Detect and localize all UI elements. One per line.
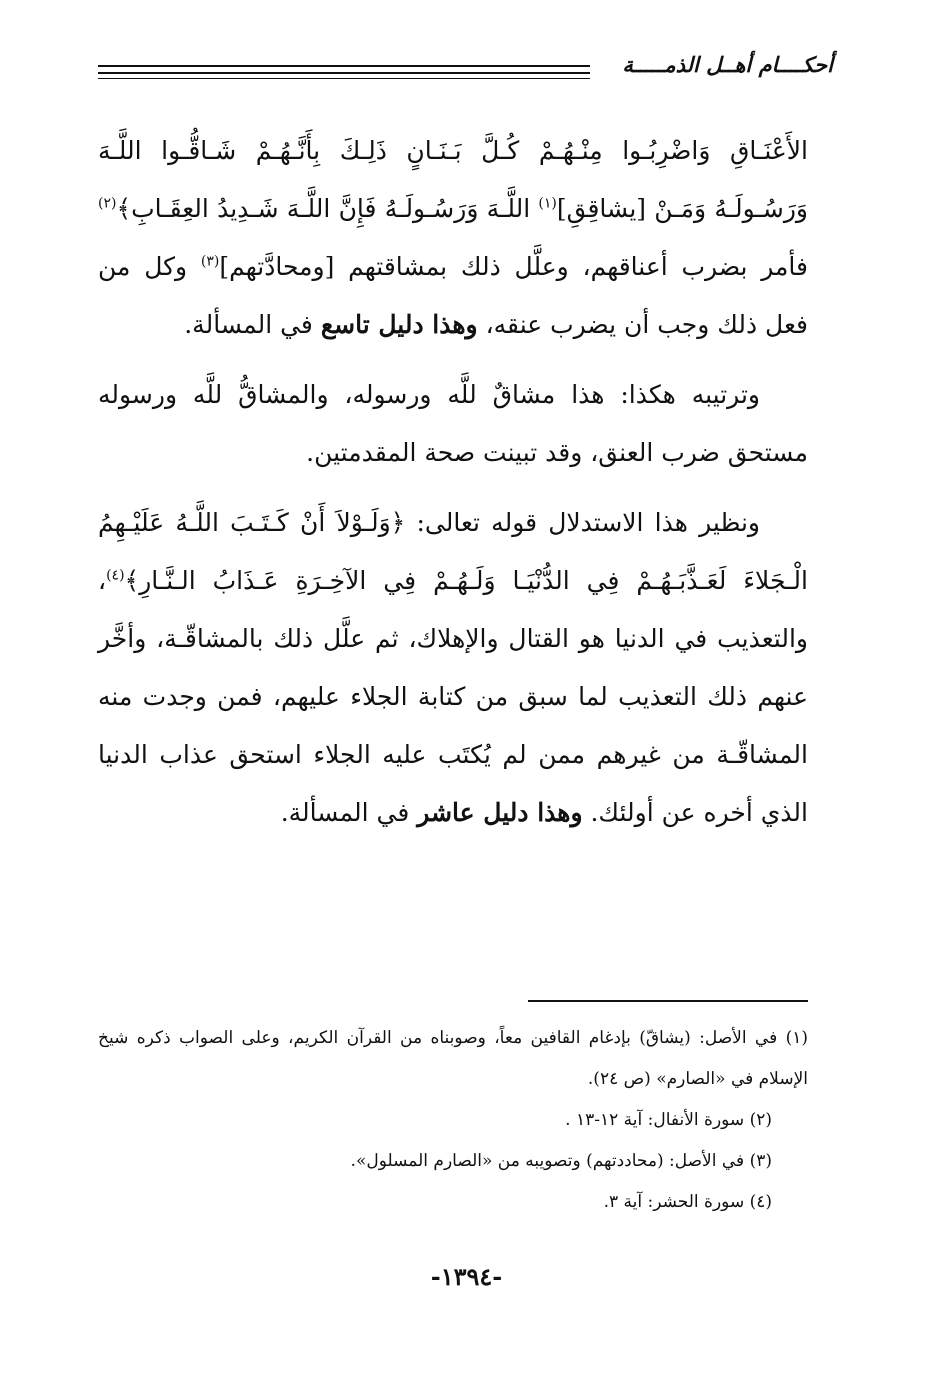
footnote-marker: (١) bbox=[538, 195, 557, 212]
footnote-3: (٣) في الأصل: (محاددتهم) وتصويبه من «الصارم المسلول». bbox=[350, 1151, 772, 1171]
paragraph-1 bbox=[98, 122, 808, 354]
emphasis-text: وهذا دليل تاسع bbox=[320, 310, 478, 339]
paragraph-3 bbox=[98, 494, 808, 842]
main-text bbox=[98, 122, 808, 854]
footnote-2: (٢) سورة الأنفال: آية ١٢-١٣ . bbox=[565, 1110, 772, 1130]
running-title: أحكــــام أهــل الذمـــــة bbox=[622, 52, 833, 77]
emphasis-text: وهذا دليل عاشر bbox=[417, 798, 583, 827]
text-run: وكل من فعل ذلك وجب أن يضرب عنقه، bbox=[98, 252, 808, 339]
footnote-4: (٤) سورة الحشر: آية ٣. bbox=[603, 1192, 772, 1212]
header-rule bbox=[98, 65, 590, 67]
footnote-marker: (٢) bbox=[98, 195, 117, 212]
text-run: في المسألة. bbox=[184, 310, 321, 339]
footnote-marker: (٤) bbox=[106, 567, 125, 584]
paragraph-2 bbox=[98, 366, 808, 482]
text-run: فأمر بضرب أعناقهم، وعلَّل ذلك بمشاقتهم [ومحادَّتهم] bbox=[219, 252, 808, 281]
text-run: ونظير هذا الاستدلال قوله تعالى: ﴿وَلَـوْلاَ أَنْ كَـتَـبَ اللَّـهُ عَلَيْـهِمُ الْـجَلاءَ لَعَـذَّبَـهُـمْ فِي الدُّنْيَـا وَلَـهُـمْ فِي الآخِـرَةِ عَـذَابُ الـنَّـارِ﴾ bbox=[98, 508, 808, 595]
page-number: -١٣٩٤- bbox=[430, 1262, 503, 1291]
text-run: الأَعْنَـاقِ وَاضْرِبُـوا مِنْـهُـمْ كُـلَّ بَـنَـانٍ ذَلِـكَ بِأَنَّـهُـمْ شَـاقُّـوا اللَّـهَ وَرَسُـولَـهُ وَمَـنْ [يشاقِقِ] bbox=[98, 136, 808, 223]
footnote-marker: (٣) bbox=[200, 253, 220, 270]
footnotes bbox=[98, 1018, 808, 1223]
text-run: اللَّـهَ وَرَسُـولَـهُ فَإِنَّ اللَّـهَ شَـدِيدُ العِقَـابِ﴾ bbox=[116, 194, 539, 223]
footnote-1: (١) في الأصل: (يشاقّ) بإدغام القافين معاً، وصوبناه من القرآن الكريم، وعلى الصواب ذكره شيخ الإسلام في «الصارم» (ص ٢٤). bbox=[98, 1028, 808, 1089]
header-rule bbox=[98, 72, 590, 74]
header-rule bbox=[98, 78, 590, 79]
text-run: في المسألة. bbox=[280, 798, 418, 827]
text-run: وترتيبه هكذا: هذا مشاقٌ للَّه ورسوله، والمشاقُّ للَّه ورسوله مستحق ضرب العنق، وقد تبينت صحة المقدمتين. bbox=[98, 380, 808, 467]
footnote-separator bbox=[528, 1000, 808, 1002]
text-run: ، والتعذيب في الدنيا هو القتال والإهلاك، ثم علَّل ذلك بالمشاقّـة، وأخَّر عنهم ذلك التعذيب لما سبق من كتابة الجلاء عليهم، فمن وجدت منه المشاقّـة من غيرهم ممن لم يُكتَب عليه الجلاء استحق عذاب الدنيا الذي أخره عن أولئك. bbox=[98, 566, 808, 827]
